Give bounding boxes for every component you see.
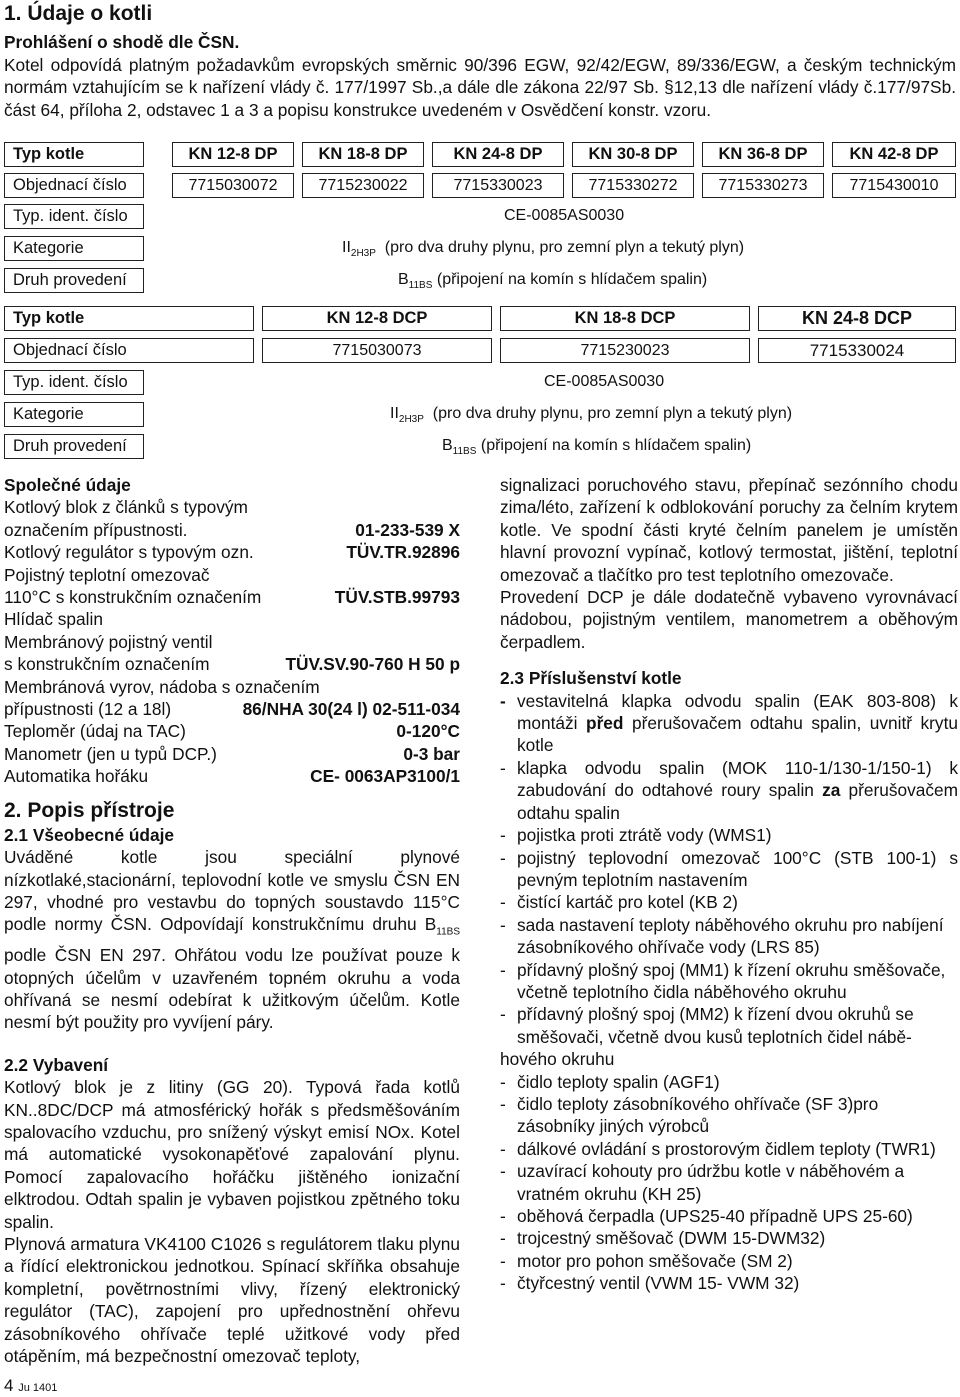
row-label: Typ kotle — [4, 142, 144, 167]
subsection-heading: 2.2 Vybavení — [4, 1054, 109, 1075]
list-item: - uzavírací kohouty pro údržbu kotle v náběhovém a vratném okruhu (KH 25) — [500, 1161, 905, 1204]
body-paragraph: Provedení DCP je dále dodatečně vybaveno vyrovnávací nádobou, pojistným ventilem, manometrem a oběhovým čerpadlem. — [500, 587, 958, 652]
design-type-value: $B_{11BS}$ (připojení na komín s hlídačem spalin) — [398, 271, 708, 292]
list-item: - dálkové ovládání s prostorovým čidlem teploty (TWR1) — [500, 1138, 936, 1159]
model-cell: KN 12-8 DCP — [262, 306, 492, 331]
list-item: - oběhová čerpadla (UPS25-40 případně UPS 25-60) — [500, 1206, 913, 1226]
body-paragraph: Plynová armatura VK4100 C1026 s regulátorem tlaku plynu a řídící elektronickou jednotkou. Spínací skříňka obsahuje kompletní, povětrnostními vlivy, řízený elektronický regulátor (TAC), zapojení pro upřednostnění ohřevu zásobníkového ohřívače teplé užitkové vody před otápěním, má bezpečnostní omezovač teploty, — [4, 1234, 460, 1367]
table-row — [4, 306, 956, 333]
list-item: - čidlo teploty zásobníkového ohřívače (SF 3)pro zásobníky jiných výrobců — [500, 1093, 879, 1137]
spec-line: Manometr (jen u typů DCP.) 0-3 bar — [4, 743, 460, 764]
list-item: - motor pro pohon směšovače (SM 2) — [500, 1250, 793, 1271]
table-row — [4, 434, 956, 461]
table-row — [4, 236, 956, 263]
table-row — [4, 142, 956, 169]
list-item: - vestavitelná klapka odvodu spalin (EAK 803-808) k montáži před přerušovačem odtahu spalin, uvnitř krytu kotle — [500, 690, 958, 756]
table-row — [4, 268, 956, 295]
body-paragraph: Kotlový blok je z litiny (GG 20). Typová řada kotlů KN..8DC/DCP má atmosférický hořák s předsměšováním spalovacího vzduchu, pro snížený výskyt emisí NOx. Kotel má automatické vysokonapěťové zapalování plynu. Pomocí zapalovacího hořáčku jištěného ionizační elktrodou. Odtah spalin je vybaven pojistkou zpětného toku spalin. — [4, 1077, 460, 1232]
table-row — [4, 402, 956, 429]
page-footer — [4, 1376, 57, 1396]
spec-line: Kotlový regulátor s typovým ozn. TÜV.TR.92896 — [4, 542, 460, 563]
model-cell: KN 24-8 DP — [432, 142, 564, 167]
order-number-cell: 7715230022 — [302, 173, 424, 198]
section-heading: 1. Údaje o kotli — [4, 2, 153, 25]
list-item: - čistící kartáč pro kotel (KB 2) — [500, 892, 738, 913]
spec-line: Membránová vyrov, nádoba s označením — [4, 676, 320, 697]
row-label: Typ. ident. číslo — [4, 370, 144, 395]
row-label: Objednací číslo — [4, 173, 144, 198]
right-column — [500, 474, 958, 1295]
left-column — [4, 474, 460, 1367]
list-item: - přídavný plošný spoj (MM2) k řízení dvou okruhů se směšovači, včetně dvou kusů teplotních čidel nábě- — [500, 1004, 914, 1047]
list-item: - čidlo teploty spalin (AGF1) — [500, 1071, 720, 1092]
model-cell: KN 18-8 DCP — [500, 306, 750, 331]
spec-line: označením přípustnosti. 01-233-539 X — [4, 519, 460, 540]
ident-number: CE-0085AS0030 — [504, 207, 625, 224]
row-label: Typ kotle — [4, 306, 254, 331]
model-cell: KN 24-8 DCP — [758, 306, 956, 331]
spec-line: Membránový pojistný ventil — [4, 631, 213, 652]
table-row — [4, 338, 956, 365]
order-number-cell: 7715030073 — [262, 338, 492, 363]
body-paragraph: signalizaci poruchového stavu, přepínač sezónního chodu zima/léto, zařízení k odblokování poruchy za čelním krytem kotle. Ve spodní části kryté čelním panelem je umístěn hlavní provozní vypínač, kotlový termostat, jištění, teplotní omezovač a tlačítko pro test teplotního omezovače. — [500, 475, 958, 585]
page-number: 4 — [4, 1376, 14, 1395]
order-number-cell: 7715330273 — [702, 173, 824, 198]
model-cell: KN 18-8 DP — [302, 142, 424, 167]
table-row — [4, 370, 956, 397]
row-label: Kategorie — [4, 236, 144, 261]
row-label: Kategorie — [4, 402, 144, 427]
table-row — [4, 173, 956, 200]
list-item: - čtyřcestný ventil (VWM 15- VWM 32) — [500, 1273, 800, 1294]
model-cell: KN 30-8 DP — [572, 142, 694, 167]
design-type-value: $B_{11BS}$ (připojení na komín s hlídačem spalin) — [442, 437, 752, 458]
list-item-continuation: hového okruhu — [500, 1049, 615, 1070]
model-cell: KN 42-8 DP — [832, 142, 956, 167]
list-item: - klapka odvodu spalin (MOK 110-1/130-1/150-1) k zabudování do odtahové roury spalin za přerušovačem odtahu spalin — [500, 757, 958, 823]
model-cell: KN 12-8 DP — [172, 142, 294, 167]
spec-line: Hlídač spalin — [4, 609, 103, 630]
intro-paragraph: Kotel odpovídá platným požadavkům evropských směrnic 90/396 EGW, 92/42/EGW, 89/336/EGW, a českým technickým normám vztahujícím se k nařízení vlády č. 177/1997 Sb.,a dále dle zákona 22/97 Sb. §12,13 dle nařízení vlády č.177/97Sb. část 64, příloha 2, odstavec 1 a 3 a popisu konstrukce uvedeném v Osvědčení konstr. vzoru. — [4, 55, 956, 120]
order-number-cell: 7715330023 — [432, 173, 564, 198]
order-number-cell: 7715330024 — [758, 338, 956, 363]
list-item: - přídavný plošný spoj (MM1) k řízení okruhu směšovače, včetně teplotního čidla náběhového okruhu — [500, 959, 946, 1002]
row-label: Objednací číslo — [4, 338, 254, 363]
body-paragraph: Uváděné kotle jsou speciální plynové nízkotlaké,stacionární, teplovodní kotle ve smyslu ČSN EN 297, vhodné pro vestavbu do topných soustavdo 115°C podle normy ČSN. Odpovídají konstrukčnímu druhu $B_{11BS}$ podle ČSN EN 297. Ohřátou vodu lze používat pouze k otopných účelům v uzavřeném topném okruhu a voda ohřívaná se nesmí odebírat k užitkovým účelům. Kotle nesmí být použity pro vyvíjení páry. — [4, 847, 460, 1033]
spec-line: 110°C s konstrukčním označením TÜV.STB.99793 — [4, 587, 460, 608]
order-number-cell: 7715430010 — [832, 173, 956, 198]
common-data-heading: Společné údaje — [4, 475, 131, 495]
list-item: - trojcestný směšovač (DWM 15-DWM32) — [500, 1228, 826, 1249]
spec-line: Automatika hořáku CE- 0063AP3100/1 — [4, 766, 460, 787]
category-value: $II_{2H3P}$ (pro dva druhy plynu, pro zemní plyn a tekutý plyn) — [390, 405, 793, 426]
spec-line: s konstrukčním označením TÜV.SV.90-760 H 50 p — [4, 654, 460, 675]
conformity-heading: Prohlášení o shodě dle ČSN. — [4, 32, 240, 52]
order-number-cell: 7715230023 — [500, 338, 750, 363]
order-number-cell: 7715330272 — [572, 173, 694, 198]
spec-line: Pojistný teplotní omezovač — [4, 564, 210, 585]
category-value: $II_{2H3P}$ (pro dva druhy plynu, pro zemní plyn a tekutý plyn) — [342, 239, 745, 260]
row-label: Druh provedení — [4, 434, 144, 459]
subsection-heading: 2.1 Všeobecné údaje — [4, 824, 175, 845]
subsection-heading: 2.3 Příslušenství kotle — [500, 668, 682, 689]
order-number-cell: 7715030072 — [172, 173, 294, 198]
ident-number: CE-0085AS0030 — [544, 373, 665, 390]
section-2-heading: 2. Popis přístroje — [4, 798, 175, 822]
spec-line: Kotlový blok z článků s typovým — [4, 497, 248, 518]
row-label: Typ. ident. číslo — [4, 204, 144, 229]
row-label: Druh provedení — [4, 268, 144, 293]
spec-line: Teploměr (údaj na TAC) 0-120°C — [4, 721, 460, 742]
list-item: - pojistný teplovodní omezovač 100°C (STB 100-1) s pevným teplotním nastavením — [500, 847, 958, 890]
list-item: - pojistka proti ztrátě vody (WMS1) — [500, 825, 772, 846]
table-row — [4, 204, 956, 231]
document-code: Ju 1401 — [18, 1382, 58, 1394]
spec-line: přípustnosti (12 a 18l) 86/NHA 30(24 l) 02-511-034 — [4, 699, 460, 720]
model-cell: KN 36-8 DP — [702, 142, 824, 167]
list-item: - sada nastavení teploty náběhového okruhu pro nabíjení zásobníkového ohřívače vody (LRS 85) — [500, 914, 944, 958]
